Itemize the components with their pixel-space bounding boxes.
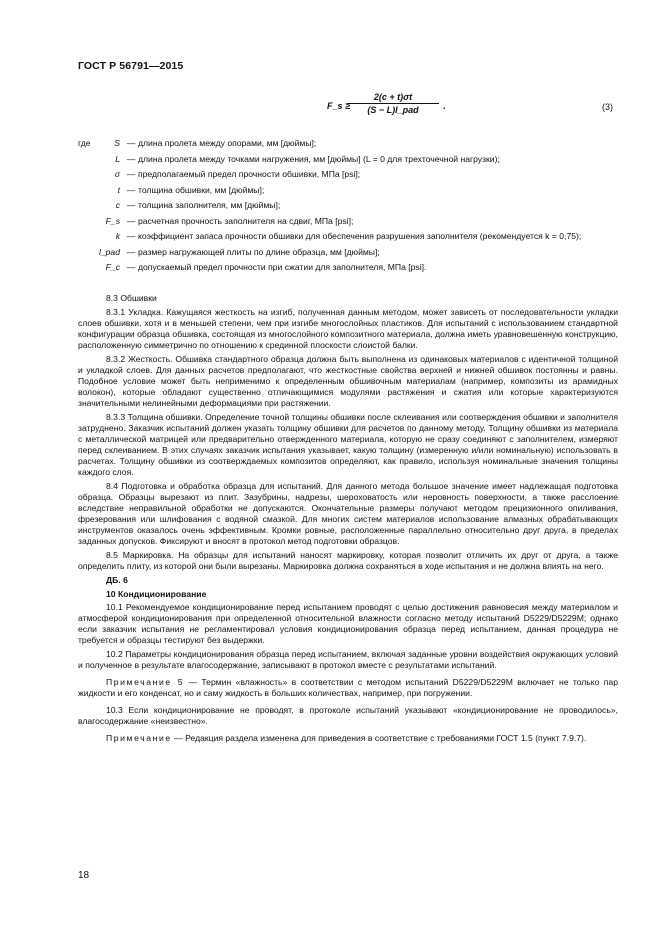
db-6-heading: ДБ. 6 (106, 574, 128, 585)
legend-symbol: F_s (105, 215, 120, 226)
legend-symbol: L (115, 153, 120, 164)
formula-3 (321, 92, 621, 126)
legend-symbol: t (117, 184, 120, 195)
legend-text: допускаемый предел прочности при сжатии для заполнителя, МПа [psi]. (138, 262, 427, 272)
formula-lhs: F_s ≥ (327, 101, 350, 111)
page-number: 18 (78, 870, 90, 881)
legend-symbol: l_pad (98, 246, 120, 257)
legend-row: F_c — допускаемый предел прочности при сжатии для заполнителя, МПа [psi]. (78, 262, 618, 273)
formula-fraction (347, 92, 439, 115)
paragraph-8-3-2: 8.3.2 Жесткость. Обшивка стандартного образца должна быть выполнена из одинаковых материалов с идентичной толщиной и укладкой слоев. Для данных расчетов предполагают, что жесткостные свойства верхней и нижней обшивок постоянны и равны. Подобное условие может быть неприменимо к определенным обшивочным материалам (например, композиты из арамидных волокон), которые обладают существенно отличающимися модулями растяжения и сжатия или которые характеризуются значительными нелинейными деформациями при растяжении. (78, 353, 618, 409)
legend-intro: где (78, 138, 91, 148)
legend-row: где S — длина пролета между опорами, мм [дюймы]; (78, 138, 618, 149)
paragraph-8-3-3: 8.3.3 Толщина обшивки. Определение точной толщины обшивки после склеивания или соотверждения обшивки и заполнителя затруднено. Заказчик испытаний должен указать толщину обшивки для расчетов по данному методу. Толщину обшивки из материала с металлической матрицей или предварительно отвержденного материала, которую не сразу соединяют с заполнителем, измеряют перед склеиванием. В этих случаях заказчик испытания указывает, какую толщину (измеренную и/или номинальную) использовать в расчетах. Толщину обшивки из соотверждаемых композитов определяют, как правило, используя номинальные значения толщины каждого слоя. (78, 411, 618, 478)
legend-symbol: S (114, 138, 120, 148)
formula-denominator: (S − L)l_pad (367, 105, 419, 115)
legend-text: расчетная прочность заполнителя на сдвиг, МПа [psi]; (138, 215, 354, 226)
legend-text: толщина обшивки, мм [дюймы]; (138, 184, 265, 195)
document-body (78, 293, 618, 746)
legend-row: L — длина пролета между точками нагружения, мм [дюймы] (L = 0 для трехточечной нагрузки); (78, 154, 618, 165)
legend-row: l_pad — размер нагружающей плиты по длине образца, мм [дюймы]; (78, 247, 618, 258)
paragraph-10-3: 10.3 Если кондиционирование не проводят, в протоколе испытаний указывают «кондиционирование не проводилось», влагосодержание «неизвестно». (78, 704, 618, 726)
paragraph-10-2: 10.2 Параметры кондиционирования образца перед испытанием, включая заданные уровни воздействия окружающих условий и полученное в результате влагосодержание, записывают в протокол вместе с результатами испытаний. (78, 649, 618, 671)
variable-legend (78, 138, 618, 278)
section-10-heading: 10 Кондиционирование (106, 588, 207, 599)
legend-text: толщина заполнителя, мм [дюймы]; (138, 200, 281, 210)
note-text: — Редакция раздела изменена для приведения в соответствие с требованиями ГОСТ 1.5 (пункт 7.9.7). (171, 732, 587, 743)
paragraph-8-4: 8.4 Подготовка и обработка образца для испытаний. Для данного метода большое значение имеет надлежащая подготовка образца. Образцы вырезают из плит. Зазубрины, надрезы, шероховатость или неровность поверхности, а также расслоение вследствие неправильной обработки не допускаются. Окончательные размеры получают методом прецизионного опиливания, фрезерования или шлифования с водяной смазкой. Для многих систем материалов использование алмазных обрабатывающих инструментов оказалось очень эффективным. Кромки ровные, расположенные параллельно относительно друг друга, в пределах заданных допусков. Фиксируют и вносят в протокол метод подготовки образцов. (78, 480, 618, 547)
formula-trailing: . (443, 101, 446, 111)
note-label: Примечание (106, 732, 172, 743)
note-5-label: Примечание 5 (106, 676, 185, 687)
document-header: ГОСТ Р 56791—2015 (78, 60, 184, 72)
legend-text: длина пролета между опорами, мм [дюймы]; (138, 138, 317, 148)
paragraph-8-5: 8.5 Маркировка. На образцы для испытаний наносят маркировку, которая позволит отличить их друг от друга, а также определить плиту, из которой они были вырезаны. Маркировка должна сохраняться в ходе испытания и не должна влиять на него. (78, 550, 618, 572)
legend-text: длина пролета между точками нагружения, мм [дюймы] (L = 0 для трехточечной нагрузки); (138, 153, 500, 164)
paragraph-10-1: 10.1 Рекомендуемое кондиционирование перед испытанием проводят с целью достижения равновесия между материалом и атмосферой кондиционирования при определенной относительной влажности согласно методу испытаний D5229/D5229M; однако если заказчик испытания не регламентировал условия кондиционирования образца перед испытанием, данная процедура не требуется и образцы тестируют без выдержки. (78, 602, 618, 646)
editorial-note (78, 733, 618, 744)
legend-symbol: F_c (105, 262, 120, 272)
legend-symbol: k (115, 231, 120, 241)
formula-number: (3) (602, 102, 613, 112)
legend-row: c — толщина заполнителя, мм [дюймы]; (78, 200, 618, 211)
note-5 (78, 677, 618, 699)
formula-numerator: 2(c + t)σt (347, 92, 439, 104)
legend-row: σ — предполагаемый предел прочности обшивки, МПа [psi]; (78, 169, 618, 180)
section-8-3-title: 8.3 Обшивки (106, 293, 157, 303)
legend-row: k — коэффициент запаса прочности обшивки для обеспечения разрушения заполнителя (рекомендуется k = 0,75); (78, 231, 618, 242)
legend-symbol: σ (114, 169, 120, 179)
legend-row: F_s — расчетная прочность заполнителя на сдвиг, МПа [psi]; (78, 216, 618, 227)
legend-symbol: c (115, 200, 120, 210)
legend-text: предполагаемый предел прочности обшивки, МПа [psi]; (138, 169, 361, 179)
paragraph-8-3-1: 8.3.1 Укладка. Кажущаяся жесткость на изгиб, полученная данным методом, может зависеть от последовательности укладки слоев обшивки, хотя и в меньшей степени, чем при изгибе многослойных пластиков. Для испытаний с использованием стандартной конфигурации образца обшивка, состоящая из многослойного композитного материала, должна иметь уравновешенную конструкцию, расположенную симметрично по отношению к срединной плоскости слоистой балки. (78, 306, 618, 350)
note-5-text: — Термин «влажность» в соответствии с методом испытаний D5229/D5229M включает не только пар жидкости и его конденсат, но и саму жидкость в больших количествах, например, при погружении. (78, 676, 618, 699)
legend-row: t — толщина обшивки, мм [дюймы]; (78, 185, 618, 196)
legend-text: размер нагружающей плиты по длине образца, мм [дюймы]; (138, 246, 380, 257)
legend-text: коэффициент запаса прочности обшивки для обеспечения разрушения заполнителя (рекомендуется k = 0,75); (138, 231, 582, 241)
